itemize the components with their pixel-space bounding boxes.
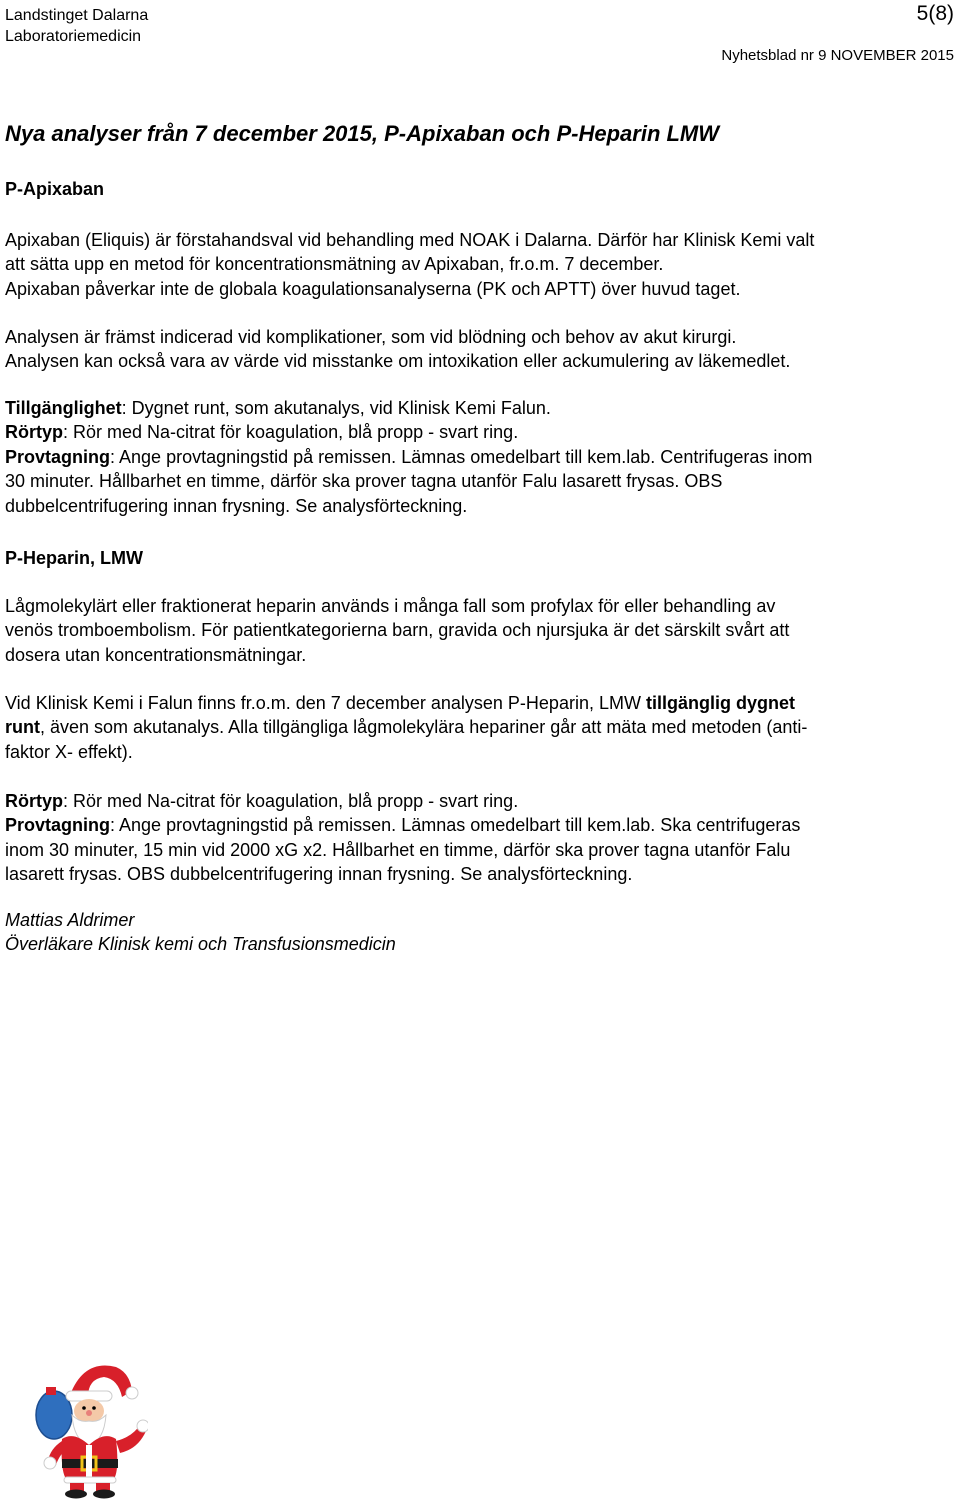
heparin-details <box>5 789 950 887</box>
text-line: lasarett frysas. OBS dubbelcentrifugering innan frysning. Se analysförteckning. <box>5 864 633 885</box>
text-line: Lågmolekylärt eller fraktionerat heparin används i många fall som profylax för eller behandling av <box>5 596 776 616</box>
availability-emphasis: tillgänglig dygnet <box>645 693 795 713</box>
text-line: dubbelcentrifugering innan frysning. Se analysförteckning. <box>5 495 468 516</box>
tube-type-text: : Rör med Na-citrat för koagulation, blå propp - svart ring. <box>63 791 519 811</box>
santa-claus-icon <box>32 1357 148 1499</box>
org-name: Landstinget Dalarna <box>5 7 149 24</box>
heparin-paragraph-2 <box>5 691 950 764</box>
text-line: faktor X- effekt). <box>5 741 133 762</box>
availability-line <box>5 396 950 420</box>
apixaban-heading: P-Apixaban <box>5 179 105 199</box>
text-line: att sätta upp en metod för koncentrationsmätning av Apixaban, fr.o.m. 7 december. <box>5 254 664 275</box>
sampling-text: : Ange provtagningstid på remissen. Lämnas omedelbart till kem.lab. Ska centrifugeras <box>110 815 801 836</box>
apixaban-details <box>5 396 950 518</box>
tube-type-label: Rörtyp <box>5 791 63 811</box>
text-line: Analysen är främst indicerad vid komplikationer, som vid blödning och behov av akut kirurgi. <box>5 327 737 347</box>
newsletter-label: Nyhetsblad nr 9 NOVEMBER 2015 <box>721 47 954 64</box>
text-segment: , även som akutanalys. Alla tillgängliga lågmolekylära hepariner går att mäta med metoden (anti- <box>40 717 808 738</box>
page-title: Nya analyser från 7 december 2015, P-Apixaban och P-Heparin LMW <box>5 121 720 146</box>
text-line <box>5 715 950 739</box>
sampling-text: : Ange provtagningstid på remissen. Lämnas omedelbart till kem.lab. Centrifugeras inom <box>110 446 813 467</box>
availability-emphasis: runt <box>5 717 40 738</box>
sampling-label: Provtagning <box>5 815 111 836</box>
text-line: Apixaban (Eliquis) är förstahandsval vid behandling med NOAK i Dalarna. Därför har Klinisk Kemi valt <box>5 230 815 250</box>
tube-type-label: Rörtyp <box>5 422 63 443</box>
heparin-paragraph-1 <box>5 594 950 667</box>
page-number: 5(8) <box>916 2 954 25</box>
signature-role: Överläkare Klinisk kemi och Transfusionsmedicin <box>5 934 396 954</box>
text-line: Analysen kan också vara av värde vid misstanke om intoxikation eller ackumulering av läkemedlet. <box>5 351 791 372</box>
text-line: inom 30 minuter, 15 min vid 2000 xG x2. Hållbarhet en timme, därför ska prover tagna utanför Falu <box>5 839 791 860</box>
sampling-line <box>5 445 950 469</box>
text-line: dosera utan koncentrationsmätningar. <box>5 644 307 665</box>
tube-type-line <box>5 420 950 444</box>
text-segment: Vid Klinisk Kemi i Falun finns fr.o.m. den 7 december analysen P-Heparin, LMW <box>5 693 646 713</box>
tube-type-text: : Rör med Na-citrat för koagulation, blå propp - svart ring. <box>63 422 519 443</box>
text-line: Apixaban påverkar inte de globala koagulationsanalyserna (PK och APTT) över huvud taget. <box>5 278 741 299</box>
sampling-line <box>5 813 950 837</box>
department-name: Laboratoriemedicin <box>5 28 142 45</box>
text-line: venös tromboembolism. För patientkategorierna barn, gravida och njursjuka är det särskilt svårt att <box>5 620 790 641</box>
sampling-label: Provtagning <box>5 446 111 467</box>
text-line: 30 minuter. Hållbarhet en timme, därför ska prover tagna utanför Falu lasarett frysas. OBS <box>5 471 723 492</box>
tube-type-line <box>5 789 950 813</box>
text-line <box>5 691 950 715</box>
apixaban-paragraph-2 <box>5 325 950 374</box>
heparin-heading: P-Heparin, LMW <box>5 548 143 568</box>
availability-text: : Dygnet runt, som akutanalys, vid Klinisk Kemi Falun. <box>121 398 551 418</box>
signature-name: Mattias Aldrimer <box>5 910 135 930</box>
apixaban-paragraph-1 <box>5 228 950 301</box>
availability-label: Tillgänglighet <box>5 398 122 418</box>
